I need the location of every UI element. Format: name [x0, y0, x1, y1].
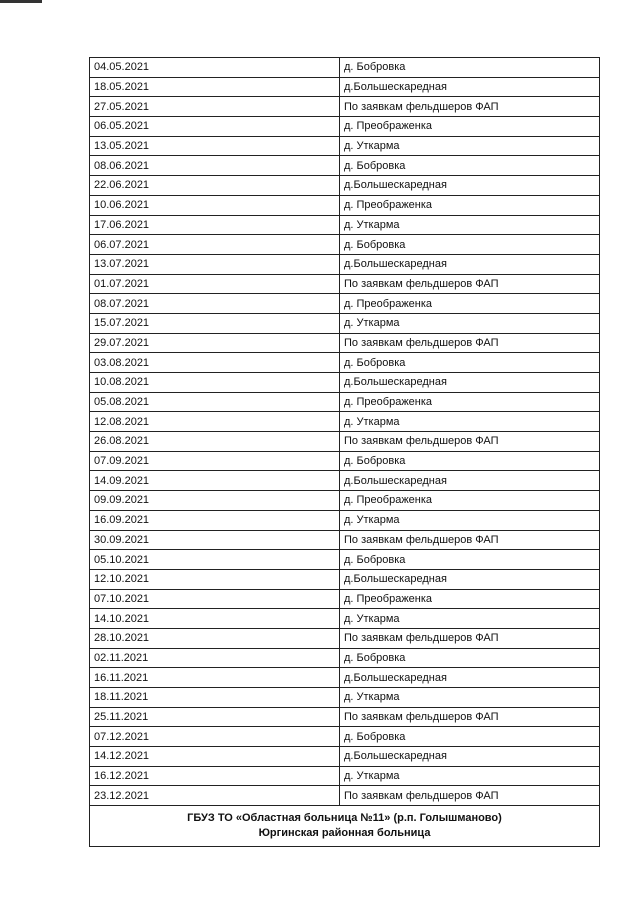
date-cell: 14.12.2021	[90, 747, 340, 767]
table-row	[90, 215, 600, 235]
date-cell: 17.06.2021	[90, 215, 340, 235]
place-cell: д.Большескаредная	[340, 176, 600, 196]
date-cell: 02.11.2021	[90, 648, 340, 668]
place-cell: д. Уткарма	[340, 609, 600, 629]
place-cell: По заявкам фельдшеров ФАП	[340, 786, 600, 806]
table-row	[90, 747, 600, 767]
place-cell: д. Бобровка	[340, 58, 600, 78]
table-row	[90, 156, 600, 176]
place-cell: д. Бобровка	[340, 353, 600, 373]
place-cell: д.Большескаредная	[340, 569, 600, 589]
institution-footer	[90, 806, 600, 847]
date-cell: 03.08.2021	[90, 353, 340, 373]
date-cell: 07.09.2021	[90, 451, 340, 471]
date-cell: 13.05.2021	[90, 136, 340, 156]
table-row	[90, 176, 600, 196]
place-cell: д.Большескаредная	[340, 668, 600, 688]
date-cell: 18.05.2021	[90, 77, 340, 97]
schedule-table-body	[90, 58, 600, 806]
date-cell: 09.09.2021	[90, 491, 340, 511]
table-row	[90, 530, 600, 550]
date-cell: 06.07.2021	[90, 235, 340, 255]
date-cell: 13.07.2021	[90, 254, 340, 274]
institution-name: ГБУЗ ТО «Областная больница №11» (р.п. Голышманово)	[187, 812, 502, 825]
place-cell: д. Уткарма	[340, 766, 600, 786]
date-cell: 30.09.2021	[90, 530, 340, 550]
place-cell: По заявкам фельдшеров ФАП	[340, 707, 600, 727]
table-row	[90, 550, 600, 570]
place-cell: д. Бобровка	[340, 727, 600, 747]
hospital-name: Юргинская районная больница	[258, 827, 431, 840]
table-row	[90, 136, 600, 156]
place-cell: д.Большескаредная	[340, 77, 600, 97]
date-cell: 27.05.2021	[90, 97, 340, 117]
table-row	[90, 58, 600, 78]
date-cell: 15.07.2021	[90, 313, 340, 333]
table-row	[90, 195, 600, 215]
place-cell: По заявкам фельдшеров ФАП	[340, 432, 600, 452]
date-cell: 10.06.2021	[90, 195, 340, 215]
place-cell: д. Бобровка	[340, 235, 600, 255]
date-cell: 28.10.2021	[90, 628, 340, 648]
table-row	[90, 589, 600, 609]
place-cell: д.Большескаредная	[340, 471, 600, 491]
place-cell: д.Большескаредная	[340, 373, 600, 393]
place-cell: д. Бобровка	[340, 156, 600, 176]
table-row	[90, 432, 600, 452]
table-row	[90, 274, 600, 294]
place-cell: д.Большескаредная	[340, 747, 600, 767]
date-cell: 16.11.2021	[90, 668, 340, 688]
date-cell: 18.11.2021	[90, 688, 340, 708]
place-cell: д. Преображенка	[340, 491, 600, 511]
table-row	[90, 353, 600, 373]
place-cell: д. Преображенка	[340, 117, 600, 137]
place-cell: д. Уткарма	[340, 412, 600, 432]
place-cell: По заявкам фельдшеров ФАП	[340, 97, 600, 117]
place-cell: По заявкам фельдшеров ФАП	[340, 274, 600, 294]
date-cell: 08.06.2021	[90, 156, 340, 176]
place-cell: д. Уткарма	[340, 313, 600, 333]
scan-edge-mark	[0, 0, 42, 3]
table-row	[90, 668, 600, 688]
date-cell: 23.12.2021	[90, 786, 340, 806]
table-row	[90, 392, 600, 412]
date-cell: 14.10.2021	[90, 609, 340, 629]
date-cell: 22.06.2021	[90, 176, 340, 196]
table-row	[90, 727, 600, 747]
table-row	[90, 628, 600, 648]
place-cell: По заявкам фельдшеров ФАП	[340, 628, 600, 648]
date-cell: 06.05.2021	[90, 117, 340, 137]
date-cell: 14.09.2021	[90, 471, 340, 491]
table-row	[90, 117, 600, 137]
table-row	[90, 569, 600, 589]
table-row	[90, 333, 600, 353]
date-cell: 12.08.2021	[90, 412, 340, 432]
place-cell: д. Преображенка	[340, 392, 600, 412]
table-row	[90, 412, 600, 432]
place-cell: д. Преображенка	[340, 589, 600, 609]
date-cell: 05.10.2021	[90, 550, 340, 570]
place-cell: д. Уткарма	[340, 215, 600, 235]
table-row	[90, 648, 600, 668]
date-cell: 05.08.2021	[90, 392, 340, 412]
place-cell: д. Бобровка	[340, 451, 600, 471]
date-cell: 01.07.2021	[90, 274, 340, 294]
date-cell: 29.07.2021	[90, 333, 340, 353]
table-row	[90, 77, 600, 97]
table-row	[90, 786, 600, 806]
place-cell: По заявкам фельдшеров ФАП	[340, 530, 600, 550]
table-row	[90, 510, 600, 530]
table-row	[90, 707, 600, 727]
date-cell: 08.07.2021	[90, 294, 340, 314]
place-cell: д.Большескаредная	[340, 254, 600, 274]
place-cell: д. Преображенка	[340, 294, 600, 314]
table-row	[90, 491, 600, 511]
date-cell: 07.12.2021	[90, 727, 340, 747]
place-cell: По заявкам фельдшеров ФАП	[340, 333, 600, 353]
place-cell: д. Уткарма	[340, 136, 600, 156]
date-cell: 16.12.2021	[90, 766, 340, 786]
date-cell: 16.09.2021	[90, 510, 340, 530]
table-row	[90, 373, 600, 393]
table-row	[90, 313, 600, 333]
schedule-table	[89, 57, 600, 847]
table-row	[90, 471, 600, 491]
date-cell: 12.10.2021	[90, 569, 340, 589]
place-cell: д. Уткарма	[340, 688, 600, 708]
table-row	[90, 451, 600, 471]
table-row	[90, 97, 600, 117]
table-row	[90, 766, 600, 786]
table-row	[90, 688, 600, 708]
place-cell: д. Преображенка	[340, 195, 600, 215]
date-cell: 07.10.2021	[90, 589, 340, 609]
place-cell: д. Бобровка	[340, 648, 600, 668]
table-row	[90, 294, 600, 314]
date-cell: 25.11.2021	[90, 707, 340, 727]
place-cell: д. Бобровка	[340, 550, 600, 570]
place-cell: д. Уткарма	[340, 510, 600, 530]
table-row	[90, 254, 600, 274]
footer-row	[90, 806, 600, 847]
table-row	[90, 609, 600, 629]
date-cell: 10.08.2021	[90, 373, 340, 393]
date-cell: 04.05.2021	[90, 58, 340, 78]
table-row	[90, 235, 600, 255]
date-cell: 26.08.2021	[90, 432, 340, 452]
